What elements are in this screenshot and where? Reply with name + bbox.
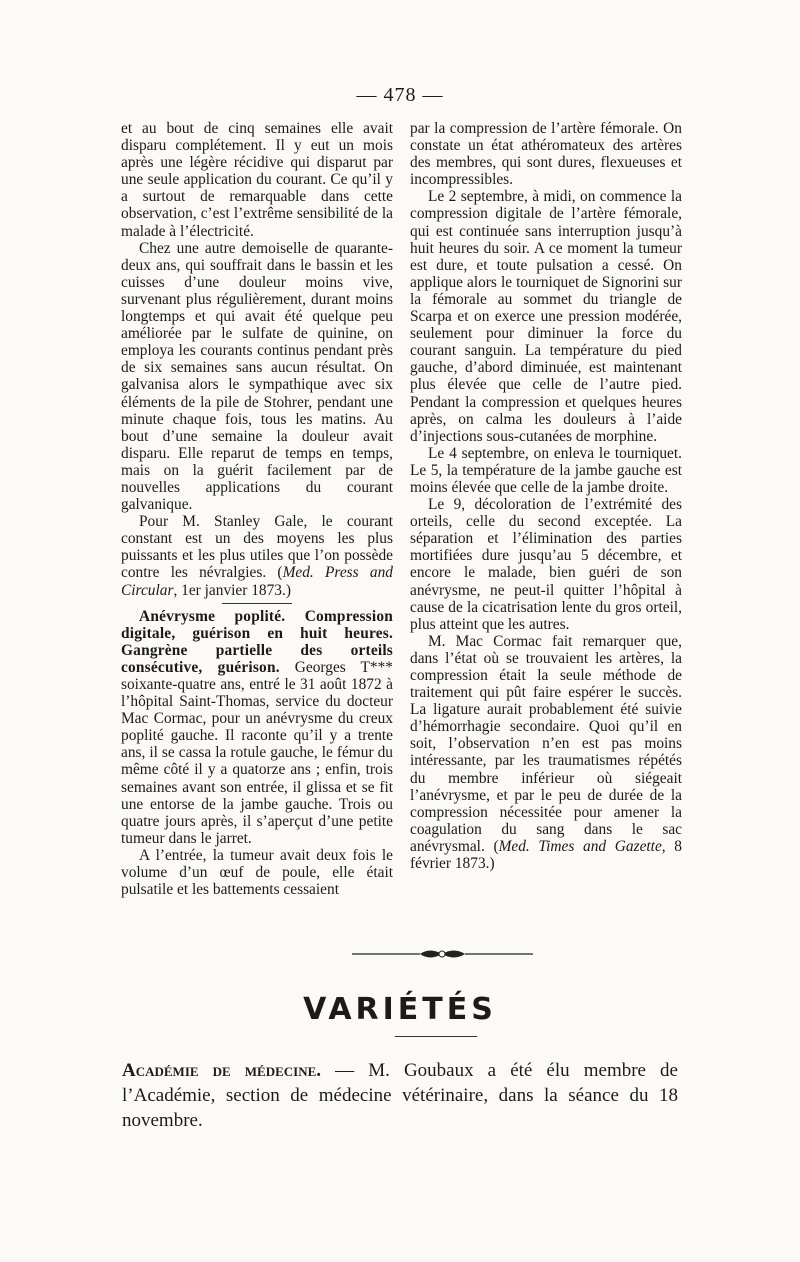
source-citation: Med. Press and Circular [121,564,393,599]
paragraph [121,513,393,598]
paragraph-text: Georges T*** soixante-quatre ans, entré le 31 août 1872 à l’hôpital Saint-Thomas, service du docteur Mac Cormac, pour un anévrysme du creux poplité gauche. Il raconte qu’il y a trente ans, il se cassa la rotule gauche, le fémur du même côté il y a quatorze ans ; enfin, trois semaines avant son entrée, il glissa et se fit une entorse de la jambe gauche. Trois ou quatre jours après, il s’aperçut d’une petite tumeur dans le jarret. [121,658,393,847]
divider [395,1036,477,1037]
news-text: — M. Goubaux a été élu membre de l’Académie, section de médecine vétérinaire, dans la séance du 18 novembre. [122,1060,678,1131]
divider [222,603,292,604]
source-citation: Med. Times and Gazette [498,837,662,855]
paragraph: Chez une autre demoiselle de quarante-deux ans, qui souffrait dans le bassin et les cuisses d’une douleur moins vive, survenant plus régulièrement, durant moins longtemps et qui avait été quelque peu améliorée par le sulfate de quinine, on employa les courants continus pendant près de six semaines sans aucun résultat. On galvanisa alors le sympathique avec six éléments de la pile de Stohrer, pendant une minute chaque fois, tous les matins. Au bout d’une semaine la douleur avait disparu. Elle reparut de temps en temps, mais on la guérit facilement par de nouvelles applications du courant galvanique. [121,239,393,514]
paragraph: et au bout de cinq semaines elle avait disparu complétement. Il y eut un mois après une légère récidive qui disparut par une seule application du courant. Ce qu’il y a surtout de remarquable dans cette observation, c’est l’extrême sensibilité de la malade à l’électricité. [121,120,393,240]
news-item [122,1058,678,1133]
paragraph-text: Pour M. Stanley Gale, le courant constant est un des moyens les plus puissants et les plus utiles que l’on possède contre les névralgies. ( [121,513,393,582]
article [121,608,393,847]
right-column [410,120,682,872]
article-heading: Anévrysme poplité. Compression digitale, guérison en huit heures. Gangrène partielle des orteils consécutive, guérison. [121,607,393,676]
page-number: — 478 — [356,84,444,106]
citation-date: , 1er janvier 1873.) [173,581,291,599]
paragraph-text: M. Mac Cormac fait remarquer que, dans l’état où se trouvaient les artères, la compression était la seule méthode de traitement qui pût faire espérer le succès. La ligature aurait probablement été suivie d’hémorrhagie secondaire. Quoi qu’il en soit, l’observation n’en est pas moins intéressante, par les traumatismes répétés du membre inférieur où siégeait l’anévrysme, et par le peu de durée de la compression nécessitée pour amener la coagulation du sang dans le sac anévrysmal. ( [410,632,682,855]
news-lead: Académie de médecine. [122,1060,322,1081]
paragraph [410,633,682,872]
paragraph: Le 2 septembre, à midi, on commence la compression digitale de l’artère fémorale, qui est continuée sans interruption jusqu’à huit heures du soir. A ce moment la tumeur est dure, et toute pulsation a cessé. On applique alors le tourniquet de Signorini sur la fémorale au sommet du triangle de Scarpa et on exerce une pression modérée, seulement pour diminuer la force du courant sanguin. La température du pied gauche, d’abord diminuée, est maintenant plus élevée que celle de l’autre pied. Pendant la compression et quelques heures après, on calma les douleurs à l’aide d’injections sous-cutanées de morphine. [410,188,682,445]
paragraph: par la compression de l’artère fémorale. On constate un état athéromateux des artères des membres, qui sont dures, flexueuses et incompressibles. [410,120,682,189]
section-title: VARIÉTÉS [303,992,497,1027]
ornament-divider [350,944,535,964]
left-column [121,120,393,898]
paragraph: Le 9, décoloration de l’extrémité des orteils, celle du second exceptée. La séparation et l’élimination des parties mortifiées dure jusqu’au 5 décembre, et encore le malade, bien guéri de son anévrysme, ne peut-il quitter l’hôpital à cause de la cicatrisation lente du gros orteil, plus atteint que les autres. [410,496,682,633]
paragraph: Le 4 septembre, on enleva le tourniquet. Le 5, la température de la jambe gauche est moins élevée que celle de la jambe droite. [410,444,682,496]
citation-date: , 8 février 1873.) [410,837,683,873]
paragraph: A l’entrée, la tumeur avait deux fois le volume d’un œuf de poule, elle était pulsatile et les battements cessaient [121,846,393,899]
